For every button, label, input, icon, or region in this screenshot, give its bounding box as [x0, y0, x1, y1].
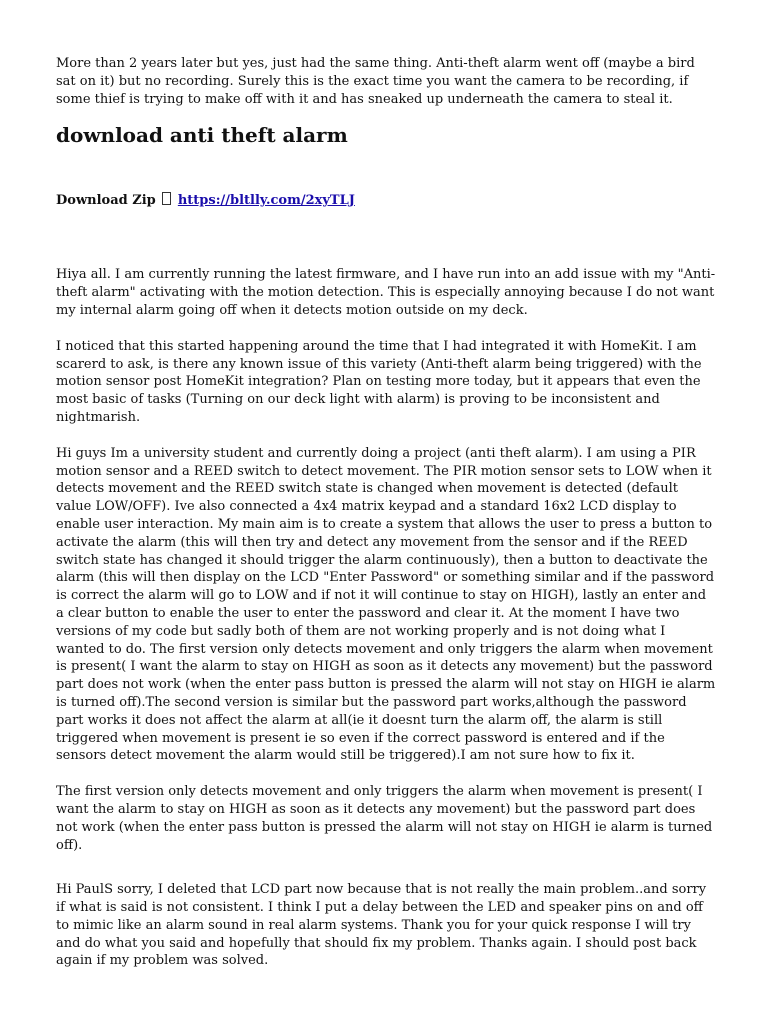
- missing-glyph-icon: [162, 192, 171, 205]
- paragraph-4: The first version only detects movement and only triggers the alarm when movement is present( I want the alarm to stay on HIGH as soon as it detects any movement) but the password part does not work (when the enter pass button is pressed the alarm will not stay on HIGH ie alarm is turned off).: [56, 784, 713, 853]
- page-heading: download anti theft alarm: [56, 123, 348, 148]
- paragraph-1: Hiya all. I am currently running the latest firmware, and I have run into an add issue with my "Anti-theft alarm" activating with the motion detection. This is especially annoying because I do not want my internal alarm going off when it detects motion outside on my deck.: [56, 267, 716, 318]
- paragraph-3: Hi guys Im a university student and currently doing a project (anti theft alarm). I am using a PIR motion sensor and a REED switch to detect movement. The PIR motion sensor sets to LOW when it detects movement and the REED switch state is changed when movement is detected (default value LOW/OFF). Ive also connected a 4x4 matrix keypad and a standard 16x2 LCD display to enable user interaction. My main aim is to create a system that allows the user to press a button to activate the alarm (this will then try and detect any movement from the sensor and if the REED switch state has changed it should trigger the alarm continuously), then a button to deactivate the alarm (this will then display on the LCD "Enter Password" or something similar and if the password is correct the alarm will go to LOW and if not it will continue to stay on HIGH), lastly an enter and a clear button to enable the user to enter the password and clear it. At the moment I have two versions of my code but sadly both of them are not working properly and is not doing what I wanted to do. The first version only detects movement and only triggers the alarm when movement is present( I want the alarm to stay on HIGH as soon as it detects any movement) but the password part does not work (when the enter pass button is pressed the alarm will not stay on HIGH ie alarm is turned off).The second version is similar but the password part works,although the password part works it does not affect the alarm at all(ie it doesnt turn the alarm off, the alarm is still triggered when movement is present ie so even if the correct password is entered and if the sensors detect movement the alarm would still be triggered).I am not sure how to fix it.: [56, 445, 716, 764]
- download-link[interactable]: https://bltlly.com/2xyTLJ: [177, 193, 355, 209]
- download-line: [56, 192, 716, 210]
- paragraph-2: I noticed that this started happening around the time that I had integrated it with HomeKit. I am scarerd to ask, is there any known issue of this variety (Anti-theft alarm being triggered) with the motion sensor post HomeKit integration? Plan on testing more today, but it appears that even the most basic of tasks (Turning on our deck light with alarm) is proving to be inconsistent and nightmarish.: [56, 338, 702, 425]
- intro-paragraph: More than 2 years later but yes, just had the same thing. Anti-theft alarm went off (maybe a bird sat on it) but no recording. Surely this is the exact time you want the camera to be recording, if some thief is trying to make off with it and has sneaked up underneath the camera to steal it.: [56, 56, 695, 107]
- document-body: [56, 55, 716, 970]
- download-label: Download Zip: [56, 193, 156, 209]
- paragraph-5: Hi PaulS sorry, I deleted that LCD part now because that is not really the main problem..and sorry if what is said is not consistent. I think I put a delay between the LED and speaker pins on and off to mimic like an alarm sound in real alarm systems. Thank you for your quick response I will try and do what you said and hopefully that should fix my problem. Thanks again. I should post back again if my problem was solved.: [56, 882, 707, 969]
